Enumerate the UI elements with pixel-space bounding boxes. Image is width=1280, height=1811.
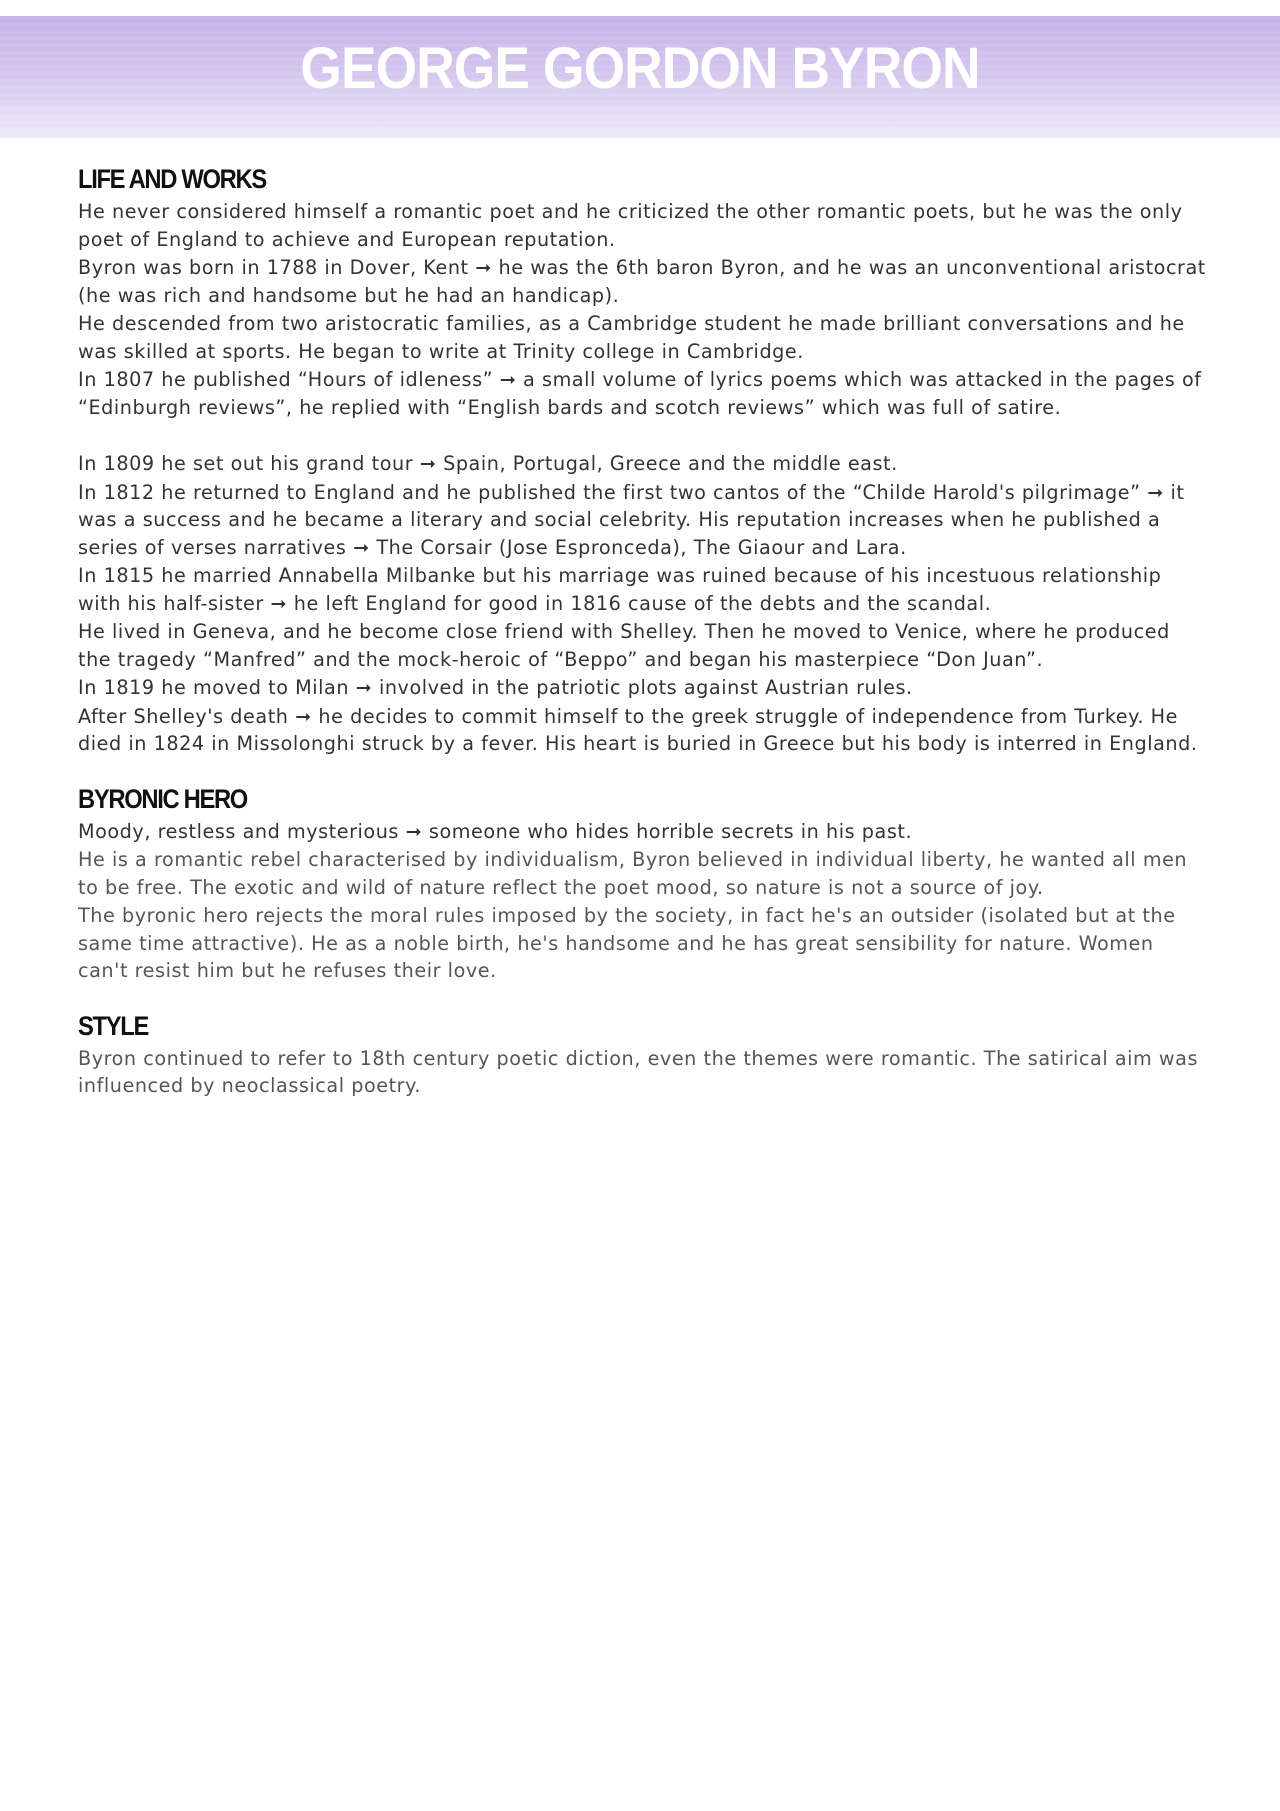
section-byronic-hero bbox=[78, 783, 1208, 985]
section-life-and-works bbox=[78, 166, 1208, 758]
paragraph: He never considered himself a romantic poet and he criticized the other romantic poets, but he was the only poet of England to achieve and European reputation. bbox=[78, 200, 1183, 251]
paragraph: He descended from two aristocratic families, as a Cambridge student he made brilliant conversations and he was skilled at sports. He began to write at Trinity college in Cambridge. bbox=[78, 312, 1185, 363]
paragraph: In 1809 he set out his grand tour ➞ Spain, Portugal, Greece and the middle east. bbox=[78, 452, 898, 475]
paragraph: Byron continued to refer to 18th century poetic diction, even the themes were romantic. The satirical aim was influenced by neoclassical poetry. bbox=[78, 1046, 1199, 1097]
section-style bbox=[78, 1010, 1208, 1100]
paragraph: After Shelley's death ➞ he decides to commit himself to the greek struggle of independence from Turkey. He died in 1824 in Missolonghi struck by a fever. His heart is buried in Greece but his body is interred in England. bbox=[78, 704, 1198, 755]
section-heading: BYRONIC HERO bbox=[78, 783, 247, 814]
paragraph: The byronic hero rejects the moral rules imposed by the society, in fact he's an outsider (isolated but at the same time attractive). He as a noble birth, he's handsome and he has great sensibility for nature. Women can't resist him but he refuses their love. bbox=[78, 904, 1176, 982]
paragraph: In 1815 he married Annabella Milbanke but his marriage was ruined because of his incestuous relationship with his half-sister ➞ he left England for good in 1816 cause of the debts and the scandal. bbox=[78, 564, 1162, 615]
paragraph: In 1819 he moved to Milan ➞ involved in the patriotic plots against Austrian rules. bbox=[78, 676, 913, 699]
paragraph-spacer bbox=[78, 422, 1208, 450]
paragraph: He lived in Geneva, and he become close friend with Shelley. Then he moved to Venice, where he produced the tragedy “Manfred” and the mock-heroic of “Beppo” and began his masterpiece “Don Juan”. bbox=[78, 620, 1170, 671]
paragraph: Moody, restless and mysterious ➞ someone who hides horrible secrets in his past. bbox=[78, 819, 913, 843]
paragraph: Byron was born in 1788 in Dover, Kent ➞ he was the 6th baron Byron, and he was an unconventional aristocrat (he was rich and handsome but he had an handicap). bbox=[78, 256, 1206, 307]
paragraph: He is a romantic rebel characterised by individualism, Byron believed in individual liberty, he wanted all men to be free. The exotic and wild of nature reflect the poet mood, so nature is not a source of joy. bbox=[78, 848, 1188, 899]
section-heading: STYLE bbox=[78, 1010, 148, 1041]
page-title: GEORGE GORDON BYRON bbox=[300, 36, 980, 101]
section-heading: LIFE AND WORKS bbox=[78, 164, 266, 194]
paragraph: In 1812 he returned to England and he published the first two cantos of the “Childe Harold's pilgrimage” ➞ it was a success and he became a literary and social celebrity. His reputation increases when he published a series of verses narratives ➞ The Corsair (Jose Espronceda), The Giaour and Lara. bbox=[78, 480, 1185, 559]
title-banner bbox=[0, 16, 1280, 138]
document-body bbox=[78, 160, 1208, 1128]
paragraph: In 1807 he published “Hours of idleness” ➞ a small volume of lyrics poems which was attacked in the pages of “Edinburgh reviews”, he replied with “English bards and scotch reviews” which was full of satire. bbox=[78, 368, 1202, 419]
